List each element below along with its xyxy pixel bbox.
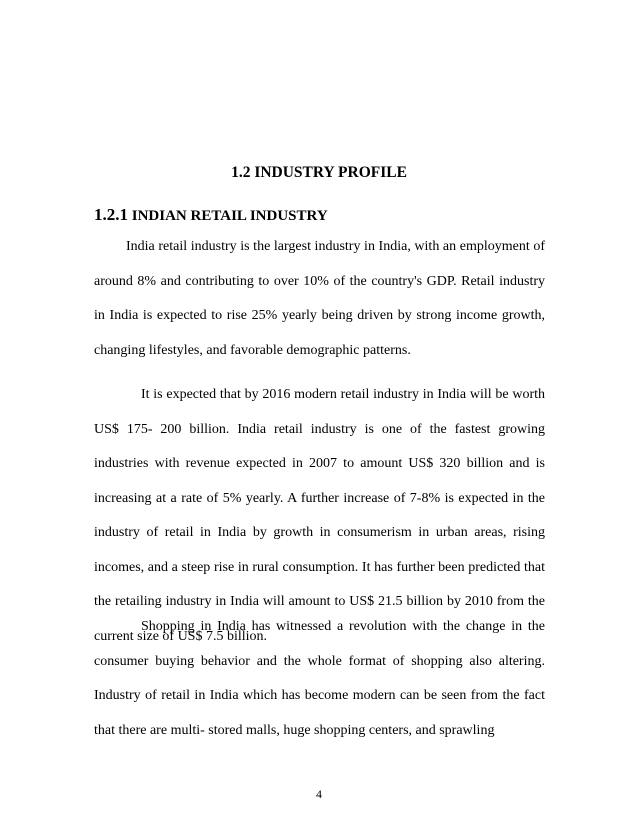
paragraph-3: Shopping in India has witnessed a revolution with the change in the consumer buying behavior and the whole format of shopping also altering. Industry of retail in India which has become modern can be seen from the fact that there are multi- stored malls, huge shopping centers, and sprawling [94, 619, 545, 738]
paragraph-1: India retail industry is the largest industry in India, with an employment of around 8% and contributing to over 10% of the country's GDP. Retail industry in India is expected to rise 25% yearly being driven by strong income growth, changing lifestyles, and favorable demographic patterns. [94, 239, 545, 358]
subsection-title: INDIAN RETAIL INDUSTRY [131, 208, 328, 224]
section-heading: 1.2 INDUSTRY PROFILE [231, 164, 407, 181]
subsection-heading [94, 204, 328, 227]
subsection-number: 1.2.1 [94, 205, 128, 224]
page-number: 4 [316, 787, 322, 801]
paragraph-2: It is expected that by 2016 modern retail industry in India will be worth US$ 175- 200 billion. India retail industry is one of the fastest growing industries with revenue expected in 2007 to amount US$ 320 billion and is increasing at a rate of 5% yearly. A further increase of 7-8% is expected in the industry of retail in India by growth in consumerism in urban areas, rising incomes, and a steep rise in rural consumption. It has further been predicted that the retailing industry in India will amount to US$ 21.5 billion by 2010 from the current size of US$ 7.5 billion. [94, 387, 545, 644]
